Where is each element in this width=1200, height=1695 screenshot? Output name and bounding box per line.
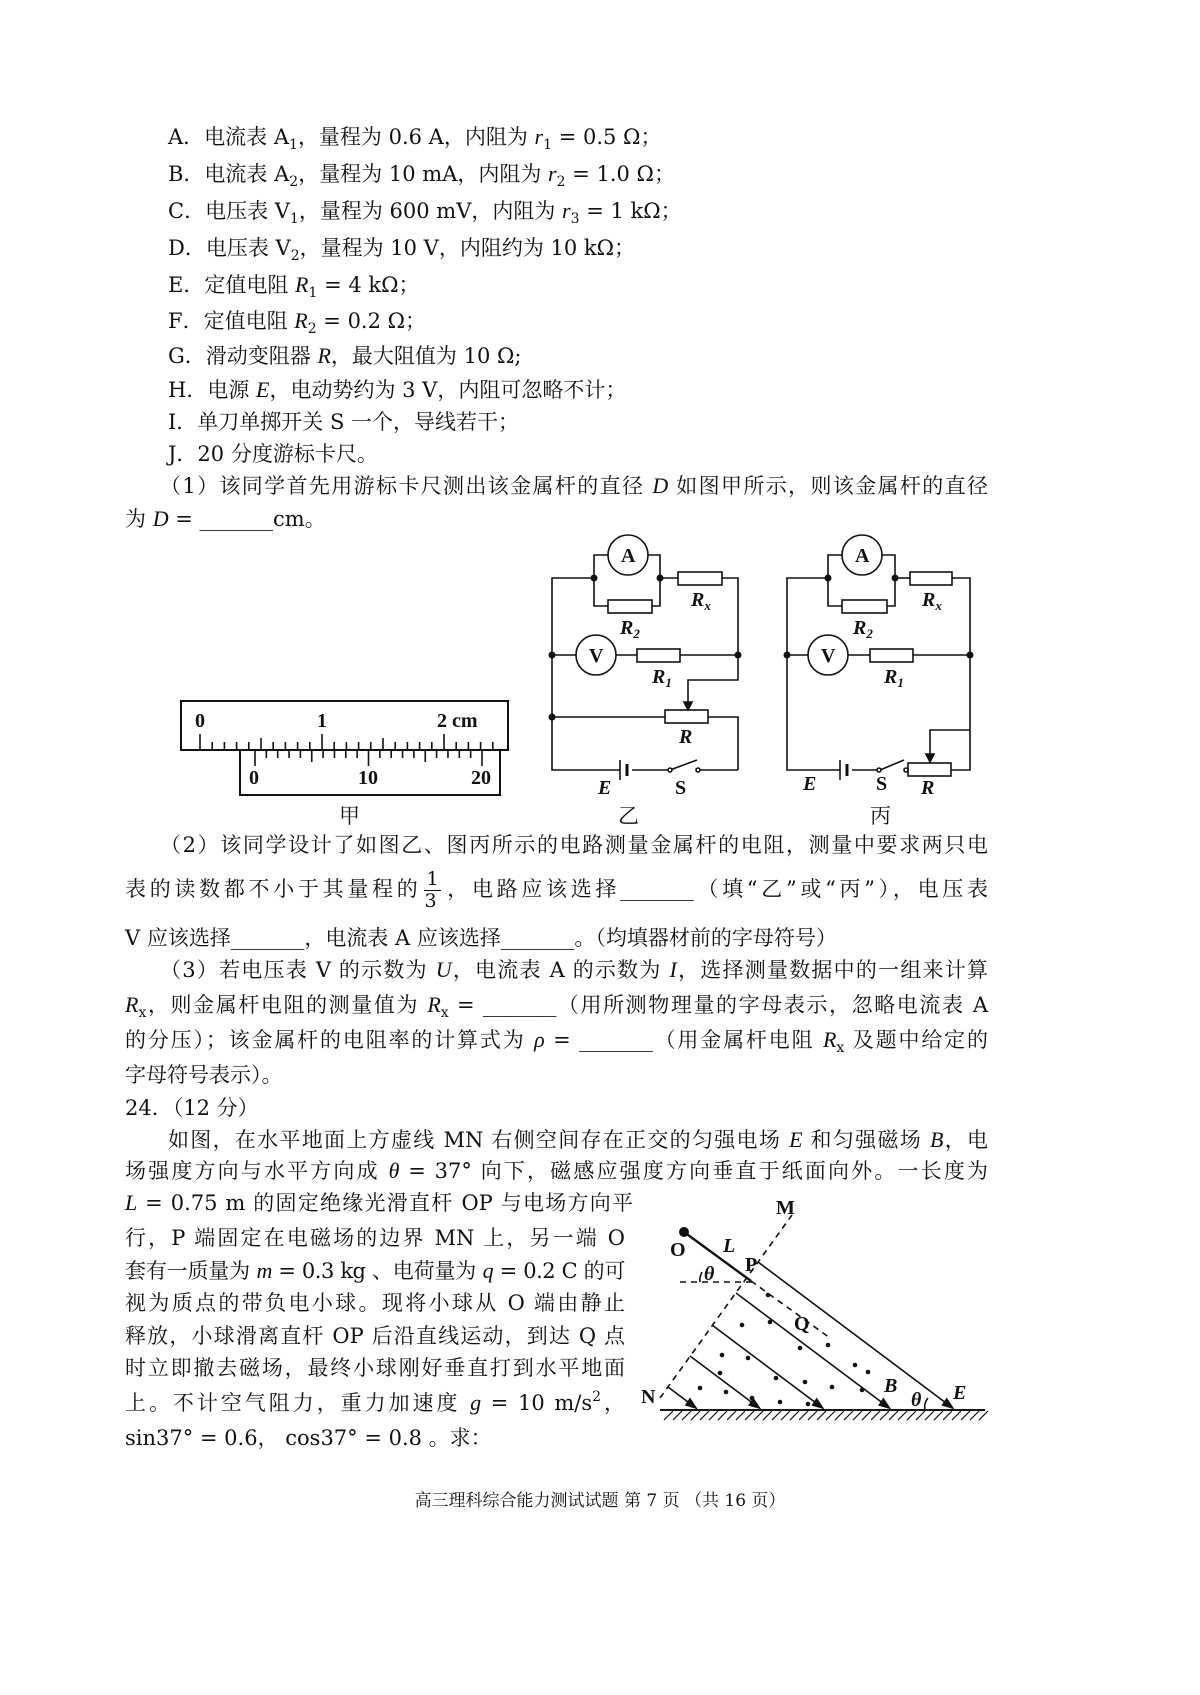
vernier-caliper-figure [181, 701, 508, 795]
q24-line: 场强度方向与水平方向成 θ = 37° 向下，磁感应强度方向垂直于纸面向外。一长度为 [125, 1158, 988, 1183]
option-f: F．定值电阻 $R_2 = 0.2$ Ω； [168, 308, 427, 337]
option-c: C．电压表 $V_1$，量程为 600 mV，内阻为 $r_3 = 1$ kΩ； [168, 198, 682, 227]
battery-label: E [803, 773, 817, 795]
q2-line: V 应该选择_______，电流表 A 应该选择_______。（均填器材前的字母符号） [125, 926, 837, 950]
ground-hatch [979, 1411, 988, 1420]
electric-field-line [736, 1293, 889, 1408]
magnetic-field-dot [718, 1371, 723, 1376]
label-b: B [884, 1375, 898, 1397]
ground-hatch [844, 1411, 853, 1420]
label-p: P [745, 1254, 758, 1276]
q24-line: 释放，小球滑离直杆 OP 后沿直线运动，到达 Q 点 [125, 1324, 625, 1348]
ground-hatch [826, 1411, 835, 1420]
magnetic-field-dot [826, 1343, 831, 1348]
caliper-main-label: 2 cm [437, 710, 478, 732]
option-g: G．滑动变阻器 R，最大阻值为 10 Ω; [168, 343, 522, 368]
ground-hatch [673, 1411, 682, 1420]
label-e: E [953, 1382, 967, 1404]
option-h: H．电源 E，电动势约为 3 V，内阻可忽略不计； [168, 377, 627, 402]
label-theta: θ [911, 1389, 922, 1411]
ground-hatch [700, 1411, 709, 1420]
caliper-vernier-label: 10 [358, 767, 378, 789]
ground-hatch [916, 1411, 925, 1420]
option-d: D．电压表 $V_2$，量程为 10 V，内阻约为 10 kΩ； [168, 236, 636, 264]
ground-hatch [664, 1411, 673, 1420]
ground-hatch [943, 1411, 952, 1420]
ground-hatch [808, 1411, 817, 1420]
r1-label: $R_1$ [652, 666, 672, 690]
electric-field-line [690, 1356, 759, 1408]
circuit-yi-figure [549, 535, 742, 799]
ground-hatch [925, 1411, 934, 1420]
battery-label: E [598, 777, 612, 799]
magnetic-field-dot [766, 1293, 771, 1298]
ground-hatch [790, 1411, 799, 1420]
q24-line: 如图，在水平地面上方虚线 MN 右侧空间存在正交的匀强电场 E 和匀强磁场 B，电 [168, 1127, 989, 1152]
ground-hatch [970, 1411, 979, 1420]
ground-hatch [691, 1411, 700, 1420]
option-a: A．电流表 $A_1$，量程为 0.6 A，内阻为 $r_1 = 0.5$ Ω； [168, 124, 662, 153]
rheostat-label: R [921, 777, 935, 799]
option-i: I．单刀单掷开关 S 一个，导线若干； [168, 410, 520, 434]
rheostat-label: R [679, 726, 693, 748]
field-arrowhead [813, 1399, 823, 1408]
ground-hatch [853, 1411, 862, 1420]
ground-hatch [781, 1411, 790, 1420]
q24-line: 视为质点的带负电小球。现将小球从 O 端由静止 [125, 1291, 625, 1315]
rx-label: $R_x$ [922, 589, 942, 613]
magnetic-field-dot [853, 1363, 858, 1368]
q24-line: 行，P 端固定在电磁场的边界 MN 上，另一端 O [125, 1226, 625, 1250]
ground-hatch [763, 1411, 772, 1420]
r2-label: $R_2$ [620, 617, 640, 641]
voltmeter-label: V [821, 645, 836, 667]
ammeter-label: A [621, 545, 636, 567]
q24-line: L = 0.75 m 的固定绝缘光滑直杆 OP 与电场方向平 [125, 1190, 633, 1215]
option-b: B．电流表 $A_2$，量程为 10 mA，内阻为 $r_2 = 1.0$ Ω； [168, 161, 675, 190]
magnetic-field-dot [720, 1353, 725, 1358]
label-q: Q [794, 1313, 810, 1335]
magnetic-field-dot [798, 1346, 803, 1351]
caliper-main-label: 1 [317, 710, 327, 732]
label-l: L [723, 1235, 736, 1257]
electric-field-line [758, 1262, 953, 1408]
label-o: O [670, 1239, 686, 1261]
ground-hatch [718, 1411, 727, 1420]
field-arrowhead [943, 1399, 953, 1408]
switch-label: S [675, 777, 687, 799]
ground-hatch [709, 1411, 718, 1420]
label-n: N [641, 1386, 656, 1408]
ground-hatch [817, 1411, 826, 1420]
caliper-vernier-label: 20 [471, 767, 491, 789]
field-arrowhead [749, 1399, 759, 1408]
magnetic-field-dot [750, 1396, 755, 1401]
ground-hatch [682, 1411, 691, 1420]
magnetic-field-dot [866, 1370, 871, 1375]
ground-hatch [799, 1411, 808, 1420]
q24-line: 时立即撤去磁场，最终小球刚好垂直打到水平地面 [125, 1356, 625, 1380]
q24-line: 上。不计空气阻力，重力加速度 g = 10 $m/s^2$， [125, 1389, 625, 1415]
label-m: M [776, 1197, 795, 1219]
ground-hatch [754, 1411, 763, 1420]
magnetic-field-dot [778, 1400, 783, 1405]
circuit-bing-figure [784, 535, 974, 799]
ground-hatch [907, 1411, 916, 1420]
magnetic-field-dot [724, 1390, 729, 1395]
ground-hatch [727, 1411, 736, 1420]
ground-hatch [835, 1411, 844, 1420]
ground-hatch [772, 1411, 781, 1420]
q2-line: 表的读数都不小于其量程的 $\frac{1}{3}$ ，电路应该选择_______（填“乙”或“丙”），电压表 [125, 868, 988, 912]
fraction: $\frac{1}{3}$ [424, 868, 439, 912]
ground-hatch [889, 1411, 898, 1420]
q1-line: （1）该同学首先用游标卡尺测出该金属杆的直径 D 如图甲所示，则该金属杆的直径 [160, 473, 988, 498]
figure-caption-bing: 丙 [870, 804, 891, 828]
ground-hatch [898, 1411, 907, 1420]
field-arrowhead [686, 1399, 696, 1408]
q3-line: （3）若电压表 V 的示数为 U，电流表 A 的示数为 I，选择测量数据中的一组来计算 [160, 957, 988, 982]
magnetic-field-dot [803, 1380, 808, 1385]
ammeter-label: A [855, 545, 870, 567]
q3-line: 的分压）；该金属杆的电阻率的计算式为 ρ = _______（用金属杆电阻 $R_x$ 及题中给定的 [125, 1027, 988, 1056]
rx-label: $R_x$ [691, 589, 711, 613]
label-theta: θ [704, 1263, 715, 1285]
field-arrowhead [879, 1399, 889, 1408]
ground-hatch [736, 1411, 745, 1420]
magnetic-field-dot [698, 1386, 703, 1391]
ground-hatch [961, 1411, 970, 1420]
magnetic-field-dot [774, 1376, 779, 1381]
caliper-main-label: 0 [195, 710, 205, 732]
ground-hatch [862, 1411, 871, 1420]
ground-hatch [871, 1411, 880, 1420]
voltmeter-label: V [589, 645, 604, 667]
figure-caption-yi: 乙 [618, 804, 639, 828]
page-footer: 高三理科综合能力测试试题 第 7 页 （共 16 页） [414, 1491, 786, 1511]
magnetic-field-dot [806, 1402, 811, 1407]
q3-line: 字母符号表示）。 [125, 1063, 283, 1087]
ground-hatch [952, 1411, 961, 1420]
field-figure [641, 1197, 988, 1420]
ground-hatch [745, 1411, 754, 1420]
electric-field-line [712, 1325, 823, 1408]
option-e: E．定值电阻 $R_1 = 4$ kΩ； [168, 272, 420, 301]
option-j: J．20 分度游标卡尺。 [168, 442, 378, 466]
magnetic-field-dot [830, 1385, 835, 1390]
q1-line: 为 D = _______cm。 [125, 506, 326, 531]
magnetic-field-dot [746, 1356, 751, 1361]
r2-label: $R_2$ [853, 617, 873, 641]
ground-hatch [880, 1411, 889, 1420]
switch-label: S [876, 773, 888, 795]
q3-line: $R_x$，则金属杆电阻的测量值为 $R_x$ = _______（用所测物理量的字母表示，忽略电流表 A [125, 992, 988, 1021]
r1-label: $R_1$ [884, 666, 904, 690]
magnetic-field-dot [740, 1323, 745, 1328]
ground-hatch [934, 1411, 943, 1420]
q24-line: 套有一质量为 m = 0.3 kg 、电荷量为 q = 0.2 C 的可 [125, 1258, 625, 1283]
figure-caption-jia: 甲 [339, 804, 360, 828]
q24-line: sin37° = 0.6， cos37° = 0.8 。求： [125, 1426, 492, 1450]
q2-line: （2）该同学设计了如图乙、图丙所示的电路测量金属杆的电阻，测量中要求两只电 [160, 833, 988, 857]
magnetic-field-dot [860, 1388, 865, 1393]
magnetic-field-dot [768, 1320, 773, 1325]
caliper-vernier-label: 0 [249, 767, 259, 789]
q24-heading: 24．（12 分） [125, 1096, 259, 1120]
